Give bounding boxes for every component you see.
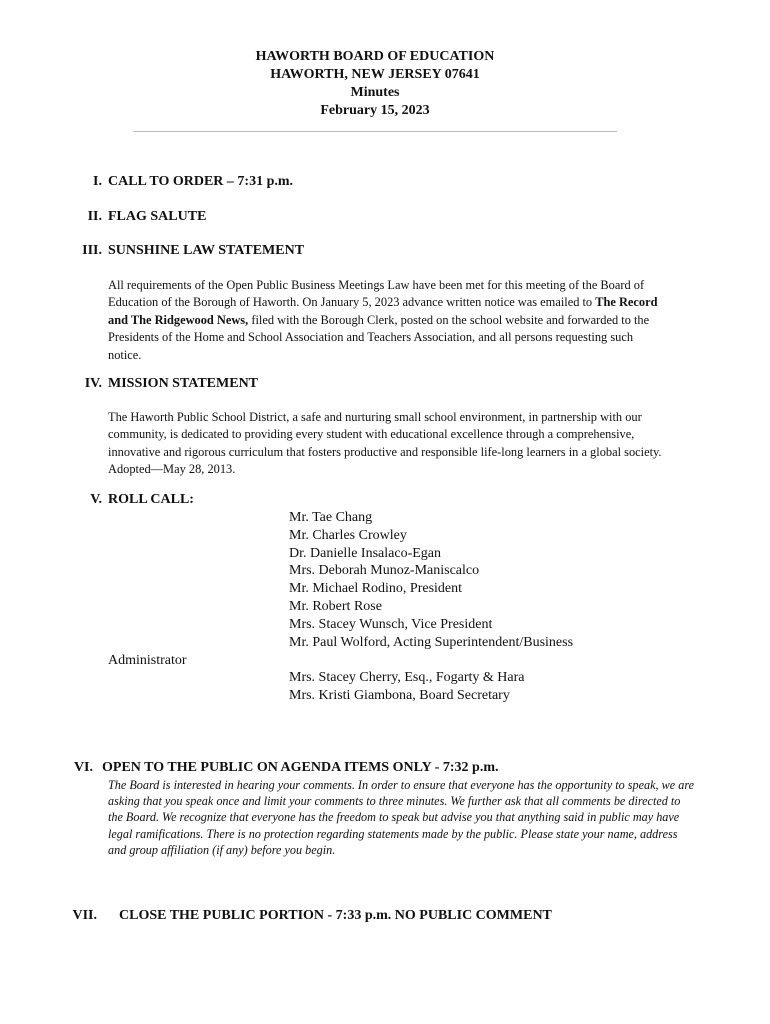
org-name: HAWORTH BOARD OF EDUCATION xyxy=(255,49,495,64)
meeting-date: February 15, 2023 xyxy=(320,103,430,118)
roll-call-member: Mr. Charles Crowley xyxy=(289,527,407,543)
roll-call-member: Mr. Michael Rodino, President xyxy=(289,581,463,597)
section-number: VII. xyxy=(72,908,97,923)
roll-call-member: Mr. Paul Wolford, Acting Superintendent/Business xyxy=(289,634,574,650)
statement-text: filed with the Borough Clerk, posted on the school website and forwarded to the Presidents of the Home and School Association and Teachers Association, and all persons requesting such notice. xyxy=(108,312,650,362)
section-title: SUNSHINE LAW STATEMENT xyxy=(108,243,305,258)
roll-call-list xyxy=(289,509,573,651)
section-number: III. xyxy=(82,243,102,258)
document-header xyxy=(0,48,750,120)
roll-call-wrap-text: Administrator xyxy=(108,653,187,668)
section-number: II. xyxy=(87,209,102,224)
mission-statement: The Haworth Public School District, a safe and nurturing small school environment, in partnership with our community, is dedicated to providing every student with educational excellence through a comprehensive, innovative and rigorous curriculum that fosters productive and responsible life-long learners in a global society. Adopted—May 28, 2013. xyxy=(108,410,662,477)
section-title: CLOSE THE PUBLIC PORTION - 7:33 p.m. NO PUBLIC COMMENT xyxy=(119,908,552,923)
roll-call-member: Dr. Danielle Insalaco-Egan xyxy=(289,545,441,561)
section-title: ROLL CALL: xyxy=(108,492,194,507)
roll-call-member: Mrs. Stacey Wunsch, Vice President xyxy=(289,616,493,632)
roll-call-list-continued xyxy=(289,669,524,705)
newspaper-names: The Record and The Ridgewood News, xyxy=(108,295,658,327)
roll-call-member: Mrs. Deborah Munoz-Maniscalco xyxy=(289,563,480,579)
section-title: OPEN TO THE PUBLIC ON AGENDA ITEMS ONLY - 7:32 p.m. xyxy=(102,760,499,775)
doc-type: Minutes xyxy=(350,85,400,100)
section-number: I. xyxy=(93,174,102,189)
roll-call-member: Mr. Tae Chang xyxy=(289,510,373,525)
section-title: CALL TO ORDER – 7:31 p.m. xyxy=(108,174,294,189)
statement-text: All requirements of the Open Public Business Meetings Law have been met for this meeting of the Board of Education of the Borough of Haworth. On January 5, 2023 advance written notice was emailed to xyxy=(108,278,645,310)
section-number: VI. xyxy=(73,760,93,775)
roll-call-member: Mrs. Kristi Giambona, Board Secretary xyxy=(289,687,510,703)
org-location: HAWORTH, NEW JERSEY 07641 xyxy=(270,67,480,82)
roll-call-member: Mrs. Stacey Cherry, Esq., Fogarty & Hara xyxy=(289,670,525,685)
section-title: FLAG SALUTE xyxy=(108,209,207,224)
section-number: V. xyxy=(90,492,102,507)
public-comment-notice: The Board is interested in hearing your comments. In order to ensure that everyone has the opportunity to speak, we are asking that you speak once and limit your comments to three minutes. We further ask that all comments be directed to the Board. We recognize that everyone has the freedom to speak but advise you that anything said in public may have legal ramifications. There is no protection regarding statements made by the public. Please state your name, address and group affiliation (if any) before you begin. xyxy=(108,778,695,857)
section-number: IV. xyxy=(84,376,102,391)
sunshine-law-statement xyxy=(108,277,668,364)
section-title: MISSION STATEMENT xyxy=(108,376,259,391)
roll-call-member: Mr. Robert Rose xyxy=(289,598,382,614)
header-divider xyxy=(133,131,617,132)
